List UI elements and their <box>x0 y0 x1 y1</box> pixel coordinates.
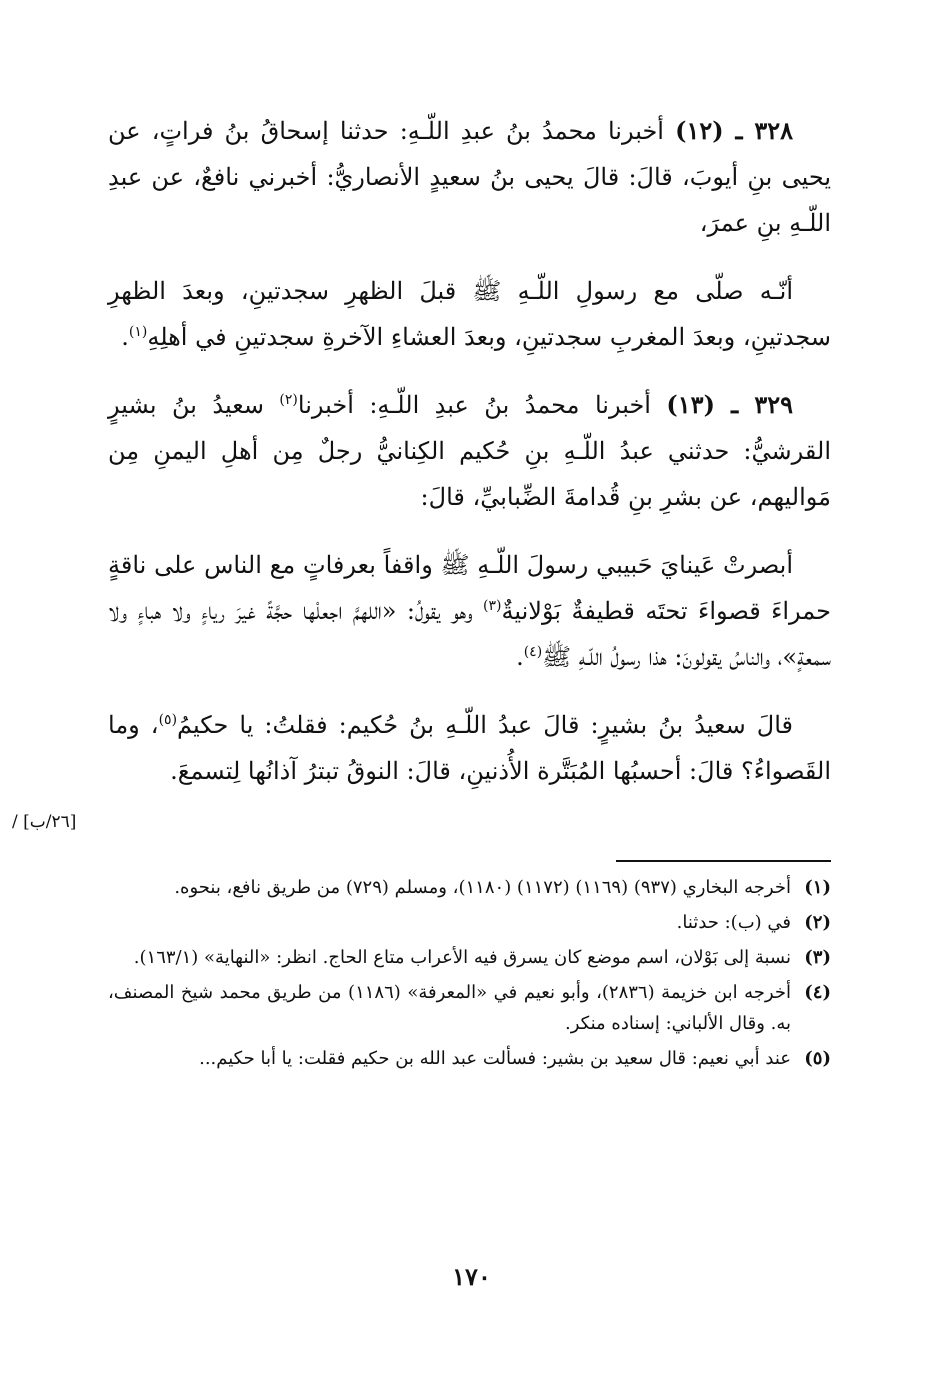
main-text <box>108 108 831 820</box>
footnote-item <box>108 907 831 938</box>
matn-end: . <box>121 323 129 351</box>
footnote-text: نسبة إلى بَوْلان، اسم موضع كان يسرق فيه الأعراب متاع الحاج. انظر: «النهاية» (١٦٣/١). <box>133 947 791 968</box>
footnote-ref[interactable]: (١) <box>128 324 148 340</box>
footnote-ref[interactable]: (٣) <box>483 598 502 614</box>
footnote-number: (١) <box>804 877 831 898</box>
hadith-329-continuation <box>108 702 831 794</box>
footnote-ref[interactable]: (٢) <box>279 392 298 408</box>
footnote-number: (٣) <box>804 947 831 968</box>
matn-text: أنّـه صلّى مع رسولِ اللّـهِ ﷺ قبلَ الظهرِ سجدتينِ، وبعدَ الظهرِ سجدتينِ، وبعدَ المغربِ سجدتينِ، وبعدَ العشاءِ الآخرةِ سجدتينِ في أهلِهِ <box>108 277 831 351</box>
hadith-number: ٣٢٨ ـ (١٢) <box>675 116 793 145</box>
manuscript-folio-marker: [٢٦/ب] / <box>12 812 77 832</box>
footnote-number: (٢) <box>804 912 831 933</box>
matn-end: . <box>516 643 524 671</box>
matn-text: أبصرتْ عَينايَ حَبيبي رسولَ اللّـهِ ﷺ واقفاً بعرفاتٍ مع الناس على ناقةٍ حمراءَ قصواءَ تحتَه قطيفةٌ بَوْلانيةٌ <box>108 551 831 625</box>
footnote-number: (٥) <box>804 1048 831 1069</box>
footnote-item <box>108 977 831 1039</box>
footnote-text: أخرجه البخاري (٩٣٧) (١١٦٩) (١١٧٢) (١١٨٠)، ومسلم (٧٢٩) من طريق نافع، بنحوه. <box>174 877 791 898</box>
footnote-ref[interactable]: (٤) <box>523 644 543 660</box>
footnote-divider <box>616 860 831 862</box>
hadith-329-matn <box>108 542 831 680</box>
hadith-328-isnad <box>108 108 831 246</box>
hadith-329-isnad <box>108 382 831 520</box>
footnote-text: أخرجه ابن خزيمة (٢٨٣٦)، وأبو نعيم في «المعرفة» (١١٨٦) من طريق محمد شيخ المصنف، به. وقال الألباني: إسناده منكر. <box>108 982 791 1034</box>
isnad-text: أخبرنا محمدُ بنُ عبدِ اللّـهِ: أخبرنا <box>297 391 651 419</box>
matn-text: وهو يقولُ: «اللهمَّ اجعلْها حجَّةً غيرَ رياءٍ ولا هباءٍ ولا سمعةٍ»، والناسُ يقولونَ: هذا رسولُ اللّـهِ ﷺ <box>108 597 831 671</box>
footnote-item <box>108 1043 831 1074</box>
page-number: ١٧٠ <box>452 1262 491 1291</box>
footnote-item <box>108 872 831 903</box>
hadith-328-matn <box>108 268 831 360</box>
footnote-ref[interactable]: (٥) <box>158 712 178 728</box>
continuation-text: قالَ سعيدُ بنُ بشيرٍ: قالَ عبدُ اللّـهِ بنُ حُكيم: فقلتُ: يا حكيمُ <box>177 711 793 739</box>
footnote-text: في (ب): حدثنا. <box>676 912 791 933</box>
footnote-item <box>108 942 831 973</box>
continuation-text: ، وما القَصواءُ؟ قالَ: أحسبُها المُبَتَّرة الأُذنينِ، قالَ: النوقُ تبترُ آذانُها لِتسمعَ. <box>108 711 831 785</box>
footnote-number: (٤) <box>804 982 831 1003</box>
isnad-text: سعيدُ بنُ بشيرٍ القرشيُّ: حدثني عبدُ اللّـهِ بنِ حُكيم الكِنانيُّ رجلٌ مِن أهلِ اليمنِ مِن مَواليهم، عن بشرِ بنِ قُدامةَ الضِّبابيِّ، قالَ: <box>108 391 831 511</box>
isnad-text: أخبرنا محمدُ بنُ عبدِ اللّـهِ: حدثنا إسحاقُ بنُ فراتٍ، عن يحيى بنِ أيوبَ، قالَ: قالَ يحيى بنُ سعيدٍ الأنصاريُّ: أخبرني نافعٌ، عن عبدِ اللّـهِ بنِ عمرَ، <box>108 117 831 237</box>
hadith-number: ٣٢٩ ـ (١٣) <box>666 390 793 419</box>
footnotes <box>108 872 831 1078</box>
footnote-text: عند أبي نعيم: قال سعيد بن بشير: فسألت عبد الله بن حكيم فقلت: يا أبا حكيم... <box>199 1048 791 1069</box>
